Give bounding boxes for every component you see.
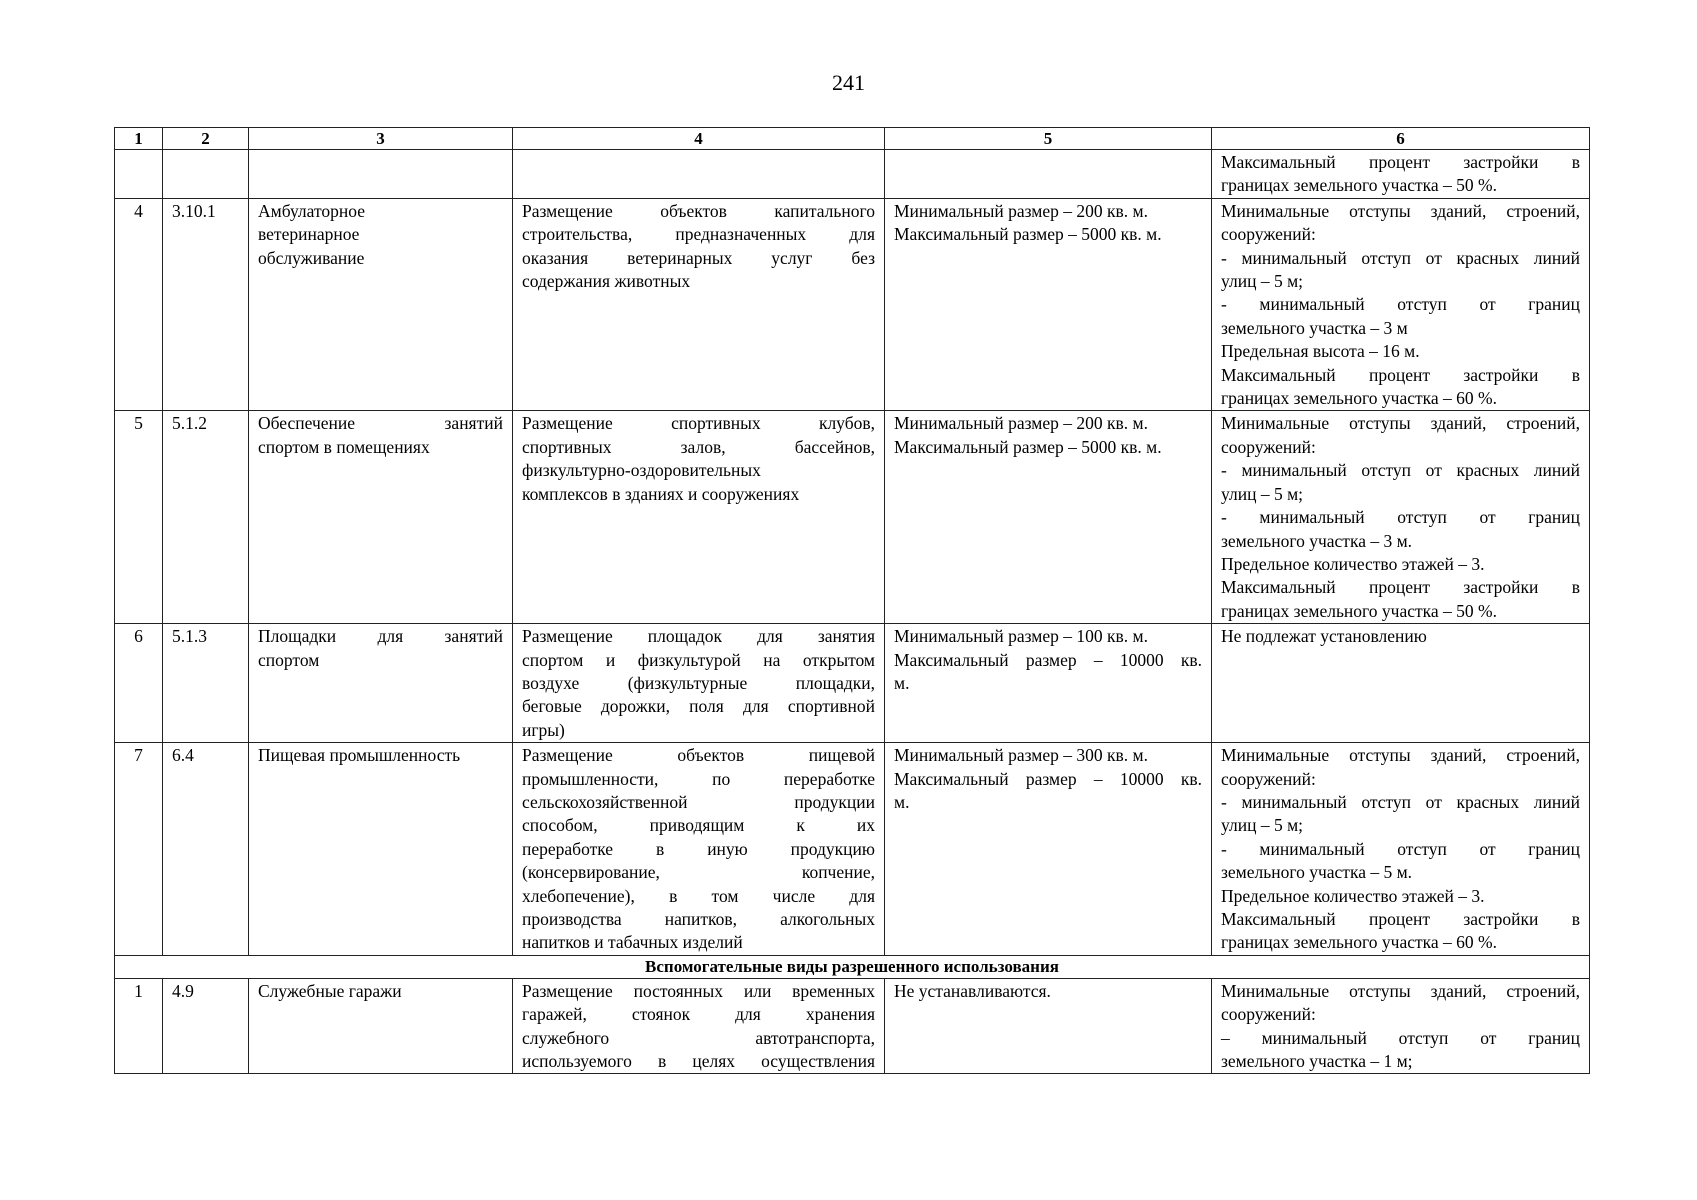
building-parameters-line: земельного участка – 1 м; [1221, 1051, 1413, 1072]
building-parameters-line: - минимальный отступ от красных линий [1221, 247, 1580, 268]
use-description-line: используемого в целях осуществления [522, 1051, 875, 1072]
building-parameters-line: - минимальный отступ от красных линий [1221, 460, 1580, 481]
building-parameters-line: сооружений: [1221, 1004, 1316, 1025]
building-parameters-line: Предельная высота – 16 м. [1221, 341, 1420, 362]
use-name [249, 743, 513, 956]
building-parameters-line: улиц – 5 м; [1221, 271, 1304, 292]
column-header-4: 4 [513, 128, 885, 150]
use-description-line: оказания ветеринарных услуг без [522, 247, 875, 268]
use-description [513, 198, 885, 411]
building-parameters-line: Максимальный процент застройки в [1221, 909, 1580, 929]
auxiliary-table-row [115, 978, 1590, 1074]
building-parameters-line: Предельное количество этажей – 3. [1221, 885, 1485, 906]
use-description-line: Размещение спортивных клубов, [522, 413, 875, 434]
plot-size-limits [885, 198, 1212, 411]
use-description-line: Размещение объектов пищевой [522, 745, 875, 766]
use-code: 6.4 [163, 743, 249, 956]
use-description-line: строительства, предназначенных для [522, 224, 875, 245]
use-description [513, 411, 885, 624]
use-description-line: (консервирование, копчение, [522, 862, 875, 883]
column-header-3: 3 [249, 128, 513, 150]
use-code: 5.1.2 [163, 411, 249, 624]
plot-size-limits [885, 624, 1212, 743]
use-description-line: гаражей, стоянок для хранения [522, 1004, 875, 1025]
use-description-line: Размещение площадок для занятия [522, 626, 875, 647]
building-parameters [1212, 978, 1590, 1074]
building-parameters [1212, 624, 1590, 743]
use-description-line: физкультурно-оздоровительных [522, 460, 761, 481]
building-parameters-line: Минимальные отступы зданий, строений, [1221, 200, 1580, 221]
table-row [115, 411, 1590, 624]
building-parameters [1212, 150, 1590, 199]
page-number: 241 [832, 70, 865, 95]
row-number [115, 150, 163, 199]
use-description [513, 743, 885, 956]
use-name [249, 150, 513, 199]
use-name [249, 198, 513, 411]
use-description-line: напитков и табачных изделий [522, 932, 743, 953]
building-parameters-line: Максимальный процент застройки в [1221, 152, 1580, 172]
building-parameters-line: улиц – 5 м; [1221, 815, 1304, 836]
use-description-line: хлебопечение), в том числе для [522, 885, 875, 906]
use-description-line: производства напитков, алкогольных [522, 909, 875, 929]
row-number: 7 [115, 743, 163, 956]
land-use-table [114, 127, 1590, 1074]
plot-size-limits-line: Не устанавливаются. [894, 980, 1051, 1001]
use-code: 3.10.1 [163, 198, 249, 411]
building-parameters-line: границах земельного участка – 50 %. [1221, 175, 1497, 196]
plot-size-limits [885, 978, 1212, 1074]
use-name-line: ветеринарное [258, 224, 360, 245]
row-number: 4 [115, 198, 163, 411]
use-name [249, 411, 513, 624]
use-description-line: спортом и физкультурой на открытом [522, 649, 875, 670]
row-number: 5 [115, 411, 163, 624]
use-description [513, 624, 885, 743]
row-number: 1 [115, 978, 163, 1074]
use-code [163, 150, 249, 199]
plot-size-limits-line: Максимальный размер – 10000 кв. [894, 649, 1202, 670]
plot-size-limits-line: Минимальный размер – 200 кв. м. [894, 413, 1148, 434]
use-description-line: промышленности, по переработке [522, 768, 875, 789]
plot-size-limits-line: м. [894, 791, 910, 812]
use-description [513, 150, 885, 199]
use-name-line: Площадки для занятий [258, 626, 503, 647]
plot-size-limits-line: Минимальный размер – 200 кв. м. [894, 200, 1148, 221]
building-parameters-line: улиц – 5 м; [1221, 483, 1304, 504]
use-code: 5.1.3 [163, 624, 249, 743]
plot-size-limits-line: м. [894, 672, 910, 693]
use-name-line: Обеспечение занятий [258, 413, 503, 434]
table-row [115, 624, 1590, 743]
plot-size-limits [885, 150, 1212, 199]
building-parameters-line: Минимальные отступы зданий, строений, [1221, 980, 1580, 1001]
building-parameters [1212, 743, 1590, 956]
use-description [513, 978, 885, 1074]
building-parameters-line: - минимальный отступ от границ [1221, 507, 1580, 528]
plot-size-limits-line: Максимальный размер – 5000 кв. м. [894, 436, 1162, 457]
use-name-line: Пищевая промышленность [258, 745, 461, 766]
column-header-1: 1 [115, 128, 163, 150]
use-name-line: спортом [258, 649, 320, 670]
use-name [249, 978, 513, 1074]
building-parameters-line: Максимальный процент застройки в [1221, 577, 1580, 598]
building-parameters-line: - минимальный отступ от границ [1221, 838, 1580, 859]
use-description-line: Размещение объектов капитального [522, 200, 875, 221]
building-parameters-line: - минимальный отступ от границ [1221, 294, 1580, 315]
building-parameters-line: Не подлежат установлению [1221, 626, 1427, 647]
plot-size-limits-line: Максимальный размер – 10000 кв. [894, 768, 1202, 789]
section-title: Вспомогательные виды разрешенного использования [115, 955, 1590, 978]
use-description-line: беговые дорожки, поля для спортивной [522, 696, 875, 717]
column-number-row [115, 128, 1590, 150]
use-description-line: Размещение постоянных или временных [522, 980, 875, 1001]
use-description-line: воздухе (физкультурные площадки, [522, 672, 875, 693]
building-parameters-line: границах земельного участка – 50 %. [1221, 600, 1497, 621]
use-name-line: Амбулаторное [258, 200, 365, 221]
building-parameters-line: земельного участка – 5 м. [1221, 862, 1413, 883]
column-header-2: 2 [163, 128, 249, 150]
use-description-line: служебного автотранспорта, [522, 1027, 875, 1048]
use-description-line: переработке в иную продукцию [522, 838, 875, 859]
use-name [249, 624, 513, 743]
table-row [115, 198, 1590, 411]
use-description-line: способом, приводящим к их [522, 815, 875, 836]
row-number: 6 [115, 624, 163, 743]
building-parameters-line: Минимальные отступы зданий, строений, [1221, 745, 1580, 766]
use-description-line: содержания животных [522, 271, 691, 292]
building-parameters-line: сооружений: [1221, 436, 1316, 457]
plot-size-limits [885, 743, 1212, 956]
plot-size-limits-line: Минимальный размер – 100 кв. м. [894, 626, 1148, 647]
table-row [115, 150, 1590, 199]
building-parameters-line: земельного участка – 3 м. [1221, 530, 1413, 551]
building-parameters [1212, 198, 1590, 411]
use-code: 4.9 [163, 978, 249, 1074]
table-row [115, 743, 1590, 956]
plot-size-limits [885, 411, 1212, 624]
plot-size-limits-line: Максимальный размер – 5000 кв. м. [894, 224, 1162, 245]
building-parameters-line: – минимальный отступ от границ [1221, 1027, 1580, 1048]
use-name-line: обслуживание [258, 247, 365, 268]
section-header-row [115, 955, 1590, 978]
use-description-line: комплексов в зданиях и сооружениях [522, 483, 800, 504]
building-parameters-line: сооружений: [1221, 224, 1316, 245]
use-description-line: сельскохозяйственной продукции [522, 791, 875, 812]
building-parameters-line: границах земельного участка – 60 %. [1221, 388, 1497, 409]
building-parameters [1212, 411, 1590, 624]
building-parameters-line: - минимальный отступ от красных линий [1221, 791, 1580, 812]
building-parameters-line: границах земельного участка – 60 %. [1221, 932, 1497, 953]
plot-size-limits-line: Минимальный размер – 300 кв. м. [894, 745, 1148, 766]
use-description-line: игры) [522, 719, 565, 740]
building-parameters-line: Предельное количество этажей – 3. [1221, 553, 1485, 574]
column-header-5: 5 [885, 128, 1212, 150]
use-description-line: спортивных залов, бассейнов, [522, 436, 875, 457]
column-header-6: 6 [1212, 128, 1590, 150]
building-parameters-line: Максимальный процент застройки в [1221, 364, 1580, 385]
building-parameters-line: Минимальные отступы зданий, строений, [1221, 413, 1580, 434]
use-name-line: Служебные гаражи [258, 980, 402, 1001]
building-parameters-line: земельного участка – 3 м [1221, 317, 1408, 338]
use-name-line: спортом в помещениях [258, 436, 430, 457]
building-parameters-line: сооружений: [1221, 768, 1316, 789]
